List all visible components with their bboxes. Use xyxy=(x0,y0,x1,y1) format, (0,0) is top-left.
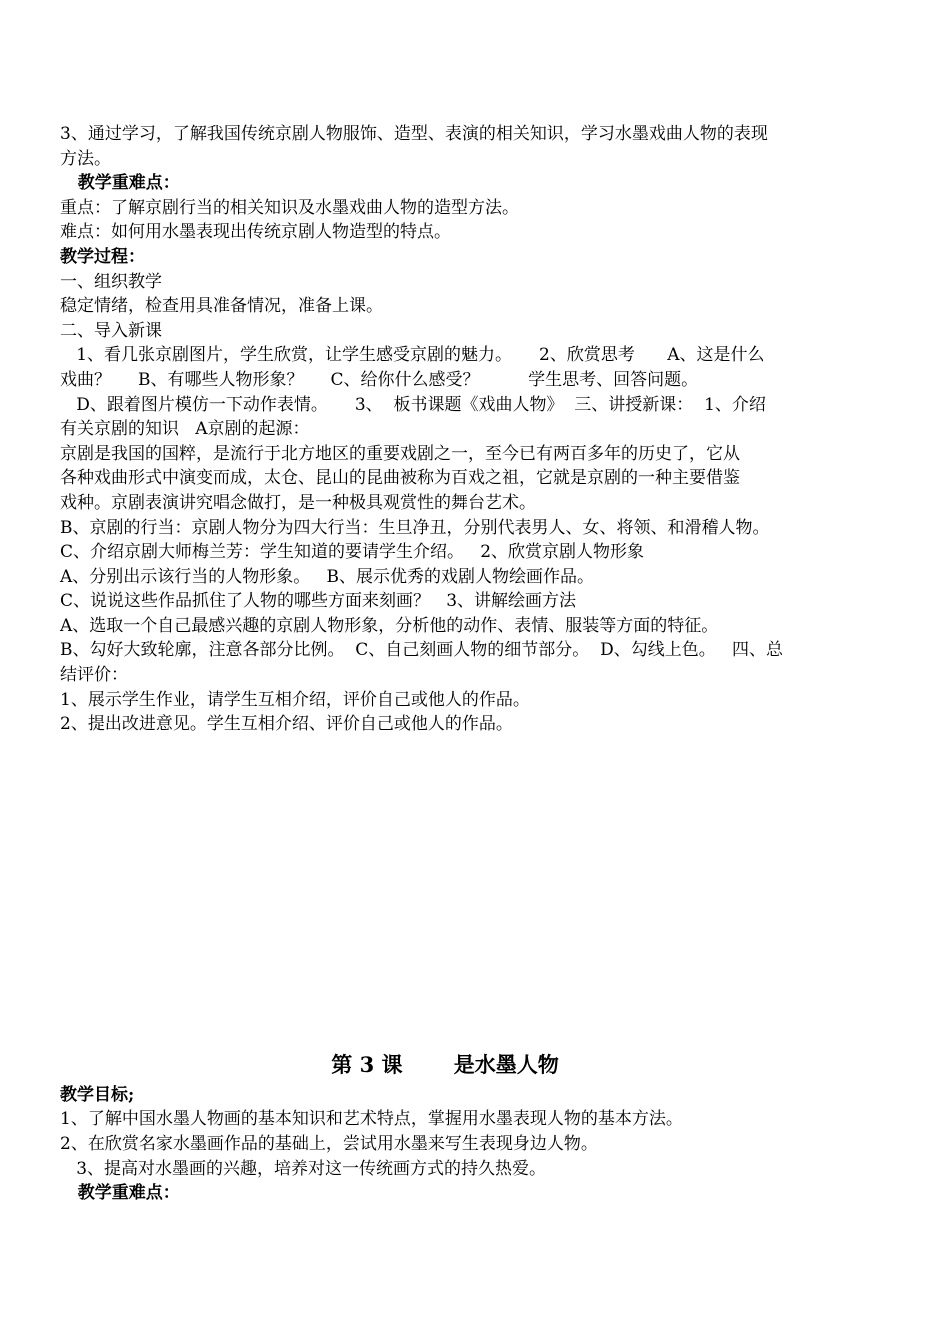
text-line: C、说说这些作品抓住了人物的哪些方面来刻画？ 3、讲解绘画方法 xyxy=(60,591,577,612)
section-heading: 教学目标; xyxy=(60,1084,135,1105)
text-line: 重点：了解京剧行当的相关知识及水墨戏曲人物的造型方法。 xyxy=(60,197,519,218)
text-line: C、介绍京剧大师梅兰芳：学生知道的要请学生介绍。 2、欣赏京剧人物形象 xyxy=(60,542,645,563)
lesson-2-body xyxy=(60,122,830,737)
text-line: 2、在欣赏名家水墨画作品的基础上，尝试用水墨来写生表现身边人物。 xyxy=(60,1134,598,1155)
text-line: 结评价： xyxy=(60,665,128,686)
text-line: A、选取一个自己最感兴趣的京剧人物形象，分析他的动作、表情、服装等方面的特征。 xyxy=(60,615,719,636)
page-gap xyxy=(60,737,830,1045)
text-line: 二、导入新课 xyxy=(60,320,162,341)
text-line: 2、提出改进意见。学生互相介绍、评价自己或他人的作品。 xyxy=(60,714,513,735)
document-page xyxy=(60,122,830,1206)
lesson-3-body xyxy=(60,1083,830,1206)
section-heading: 教学重难点： xyxy=(60,173,180,194)
text-line: 戏曲？ B、有哪些人物形象？ C、给你什么感受？ 学生思考、回答问题。 xyxy=(60,369,699,390)
text-line: 1、了解中国水墨人物画的基本知识和艺术特点，掌握用水墨表现人物的基本方法。 xyxy=(60,1109,683,1130)
text-line: 1、看几张京剧图片，学生欣赏，让学生感受京剧的魅力。 2、欣赏思考 A、这是什么 xyxy=(60,345,765,366)
text-line: 3、提高对水墨画的兴趣，培养对这一传统画方式的持久热爱。 xyxy=(60,1158,547,1179)
text-line: 京剧是我国的国粹，是流行于北方地区的重要戏剧之一，至今已有两百多年的历史了，它从 xyxy=(60,443,740,464)
text-line: D、跟着图片模仿一下动作表情。 3、 板书课题《戏曲人物》 三、讲授新课： 1、介绍 xyxy=(60,394,766,415)
text-line: 各种戏曲形式中演变而成，太仓、昆山的昆曲被称为百戏之祖，它就是京剧的一种主要借鉴 xyxy=(60,468,740,489)
section-heading: 教学过程： xyxy=(60,246,145,267)
text-line: 难点：如何用水墨表现出传统京剧人物造型的特点。 xyxy=(60,222,451,243)
text-line: 戏种。京剧表演讲究唱念做打，是一种极具观赏性的舞台艺术。 xyxy=(60,492,536,513)
text-line: B、京剧的行当：京剧人物分为四大行当：生旦净丑，分别代表男人、女、将领、和滑稽人物。 xyxy=(60,517,770,538)
text-line: 一、组织教学 xyxy=(60,271,162,292)
text-line: 1、展示学生作业，请学生互相介绍，评价自己或他人的作品。 xyxy=(60,689,530,710)
text-line: A、分别出示该行当的人物形象。 B、展示优秀的戏剧人物绘画作品。 xyxy=(60,566,594,587)
text-line: B、勾好大致轮廓，注意各部分比例。 C、自己刻画人物的细节部分。 D、勾线上色。 四、总 xyxy=(60,640,783,661)
lesson-3-title: 第 3 课 是水墨人物 xyxy=(331,1051,559,1077)
text-line: 有关京剧的知识 A京剧的起源： xyxy=(60,419,310,440)
text-line: 方法。 xyxy=(60,148,111,169)
section-heading: 教学重难点： xyxy=(60,1183,180,1204)
text-line: 3、通过学习，了解我国传统京剧人物服饰、造型、表演的相关知识，学习水墨戏曲人物的表现 xyxy=(60,124,768,144)
text-line: 稳定情绪，检查用具准备情况，准备上课。 xyxy=(60,296,383,317)
